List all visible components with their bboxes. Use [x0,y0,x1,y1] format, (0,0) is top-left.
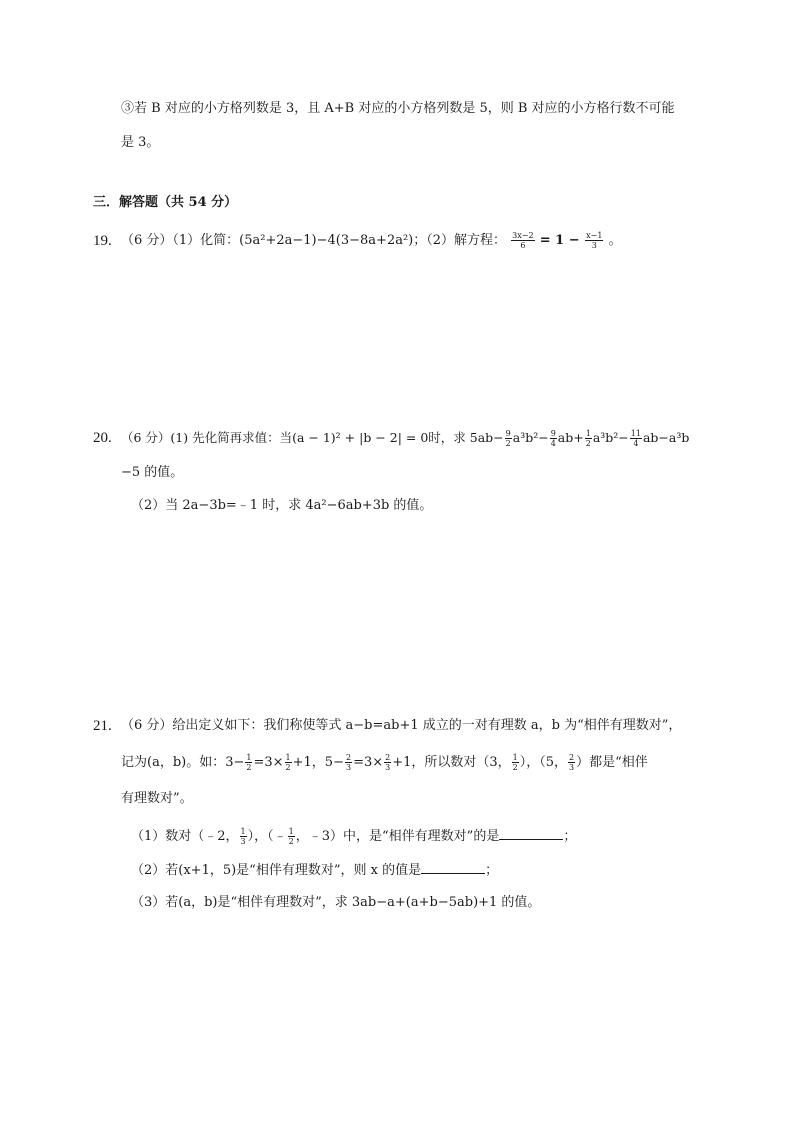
q21-frac4: $\frac{2}{3}$ [385,753,391,772]
q21-l2d: =3× [353,755,384,770]
q20-l1a: （6 分）(1) 先化简再求值：当(a − 1)² + |b − 2| = 0时，求 5ab− [121,430,504,445]
item3-line2: 是 3。 [121,135,160,150]
q20-line1 [121,427,689,449]
q21-frac2: $\frac{1}{2}$ [285,753,291,772]
q21-p1-frac2: $\frac{1}{2}$ [288,827,294,846]
q19-end: 。 [608,233,622,248]
q20-frac3: $\frac{1}{2}$ [585,429,591,448]
q19-fraction-rhs: $\frac{x-1}{3}$ [586,231,603,250]
q21-part1 [131,826,576,848]
q20-t2: ab+ [557,430,584,445]
q21-frac1: $\frac{1}{2}$ [246,753,252,772]
q21-line1: （6 分）给出定义如下：我们称使等式 a−b=ab+1 成立的一对有理数 a，b 为“相伴有理数对”， [121,718,682,733]
q19-eq-mid: = 1 − [539,233,585,248]
answer-blank-1[interactable] [499,827,563,840]
q21-l2g: ）都是“相伴 [576,755,648,770]
q19-number: 19. [93,233,112,249]
q21-p1-frac1: $\frac{1}{3}$ [240,827,246,846]
q21-frac6: $\frac{2}{3}$ [569,753,575,772]
q21-p2a: （2）若(x+1，5)是“相伴有理数对”，则 x 的值是 [131,863,422,878]
q21-l2e: +1，所以数对（3， [392,755,511,770]
q20-line2: −5 的值。 [121,465,184,480]
q21-frac5: $\frac{1}{2}$ [512,753,518,772]
q21-l2a: 记为(a，b)。如：3− [121,755,245,770]
answer-blank-2[interactable] [421,861,485,874]
q21-line3: 有理数对”。 [121,791,193,806]
section-title: 三．解答题（共 54 分） [93,195,238,210]
q21-number: 21. [93,718,112,734]
q20-t4: ab−a³b [642,430,690,445]
q20-line3: （2）当 2a−3b=﹣1 时，求 4a²−6ab+3b 的值。 [131,498,433,513]
q21-l2c: +1，5− [292,755,344,770]
q19-text [121,230,622,252]
item3-line1: ③若 B 对应的小方格列数是 3，且 A+B 对应的小方格列数是 5，则 B 对应的小方格行数不可能 [121,101,675,116]
q21-line2 [121,752,648,774]
q20-t1: a³b²− [512,430,549,445]
q21-p1d: ； [563,829,577,844]
q21-p1a: （1）数对（﹣2， [131,829,239,844]
q21-l2f: ），（5， [519,755,568,770]
q21-p2b: ； [485,863,499,878]
q21-p1c: ，﹣3）中，是“相伴有理数对”的是 [295,829,500,844]
q20-frac1: $\frac{9}{2}$ [505,429,511,448]
q21-frac3: $\frac{2}{3}$ [345,753,352,772]
q19-fraction-lhs: $\frac{3x-2}{6}$ [512,231,534,250]
q20-frac4: $\frac{11}{4}$ [630,429,641,448]
q21-part2 [131,860,498,882]
q21-part3: （3）若(a，b)是“相伴有理数对”，求 3ab−a+(a+b−5ab)+1 的值。 [131,895,541,910]
q21-p1b: ），（﹣ [247,829,287,844]
q21-l2b: =3× [253,755,284,770]
q20-frac2: $\frac{9}{4}$ [550,429,556,448]
q19-part1: （6 分）（1）化简：(5a²+2a−1)−4(3−8a+2a²)；（2）解方程： [121,233,507,248]
q20-number: 20. [93,430,112,446]
q20-t3: a³b²− [592,430,629,445]
